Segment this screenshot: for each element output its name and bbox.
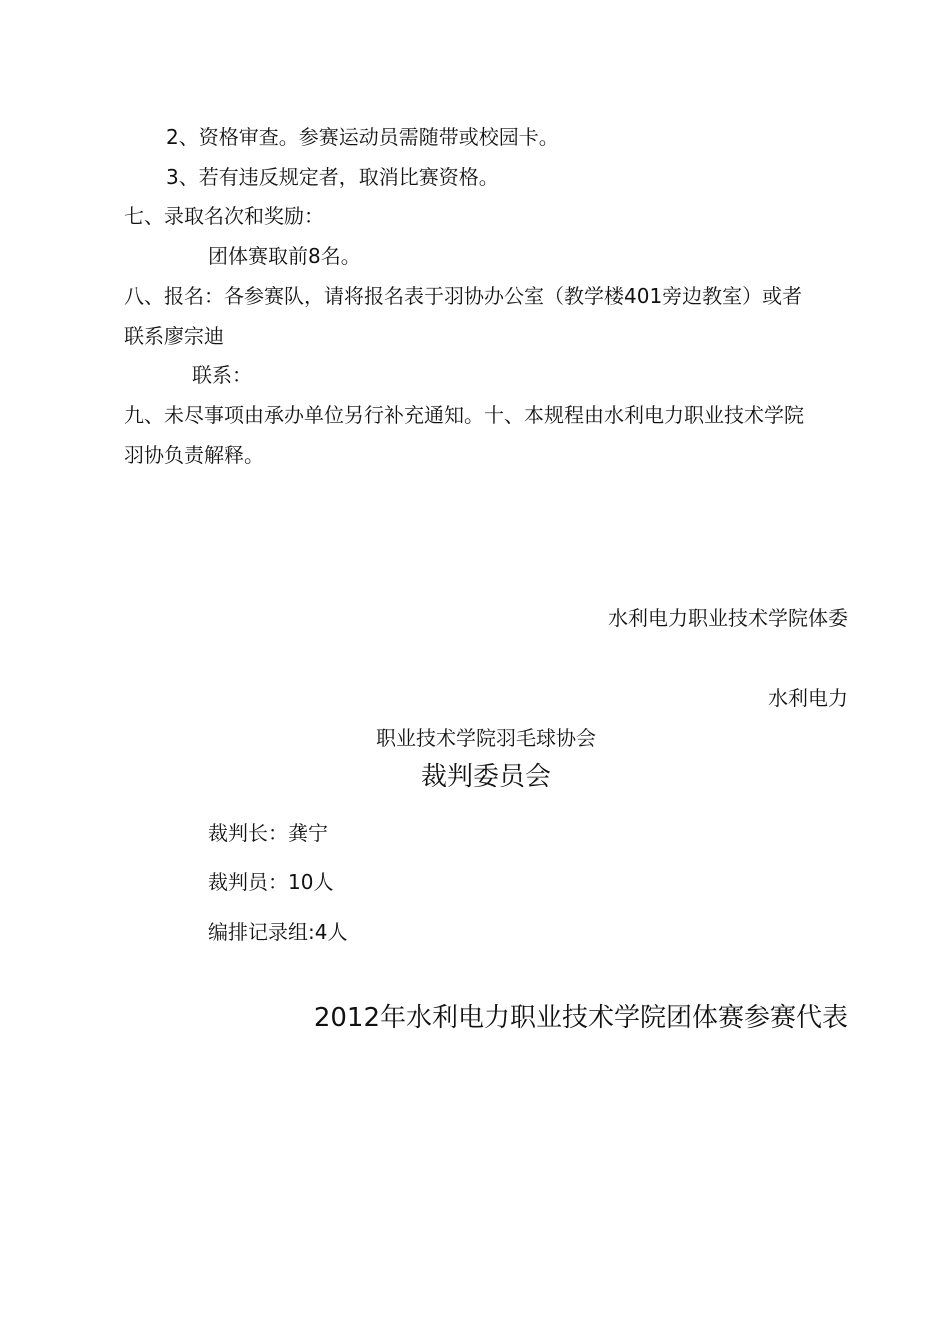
signature-org-2-part-1: 水利电力	[768, 686, 848, 710]
record-group: 编排记录组:4人	[208, 920, 348, 944]
representatives-title: 2012年水利电力职业技术学院团体赛参赛代表	[313, 1003, 848, 1033]
signature-org-1: 水利电力职业技术学院体委	[608, 606, 848, 630]
rule-item-3: 3、若有违反规定者，取消比赛资格。	[166, 165, 499, 189]
section-7-body: 团体赛取前8名。	[208, 244, 361, 268]
contact-label: 联系：	[192, 363, 252, 387]
section-8-line-1: 八、报名：各参赛队，请将报名表于羽协办公室（教学楼401旁边教室）或者	[124, 284, 803, 308]
section-7-heading: 七、录取名次和奖励：	[124, 204, 324, 228]
section-9-line-2: 羽协负责解释。	[124, 443, 264, 467]
head-referee: 裁判长：龚宁	[208, 821, 328, 845]
committee-title: 裁判委员会	[420, 762, 551, 792]
rule-item-2: 2、资格审查。参赛运动员需随带或校园卡。	[166, 125, 559, 149]
section-8-line-2: 联系廖宗迪	[124, 324, 224, 348]
signature-org-2-part-2: 职业技术学院羽毛球协会	[376, 726, 596, 750]
section-9-line-1: 九、未尽事项由承办单位另行补充通知。十、本规程由水利电力职业技术学院	[124, 403, 804, 427]
referees: 裁判员：10人	[208, 870, 334, 894]
